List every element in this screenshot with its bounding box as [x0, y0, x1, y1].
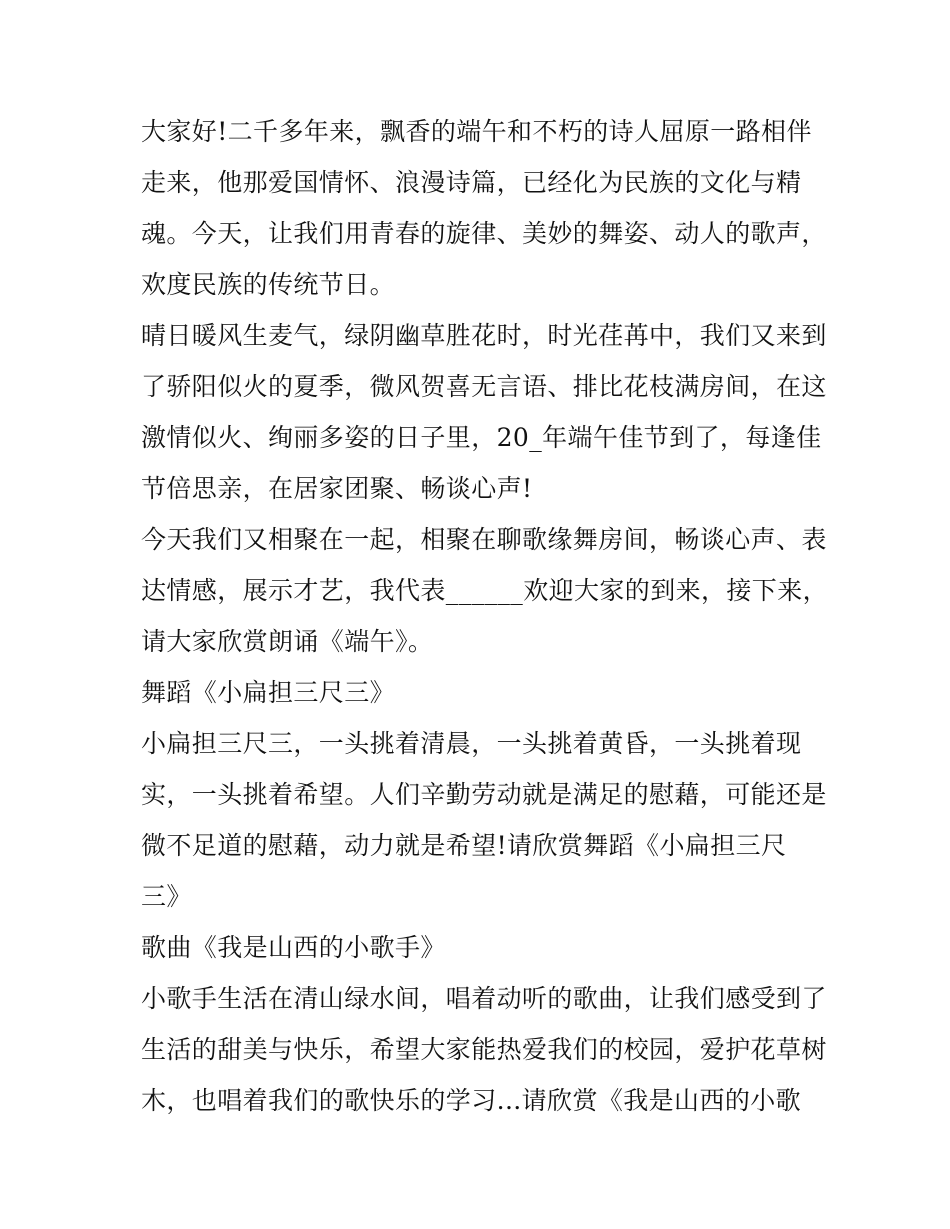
text-line: 魂。今天，让我们用青春的旋律、美妙的舞姿、动人的歌声，: [141, 219, 827, 248]
text-line: 请大家欣赏朗诵《端午》。: [141, 627, 434, 656]
text-line: 木，也唱着我们的歌快乐的学习...请欣赏《我是山西的小歌: [141, 1086, 802, 1115]
text-line: 小扁担三尺三，一头挑着清晨，一头挑着黄昏，一头挑着现: [141, 729, 802, 758]
text-line: 了骄阳似火的夏季，微风贺喜无言语、排比花枝满房间，在这: [141, 372, 827, 401]
text-line: 生活的甜美与快乐，希望大家能热爱我们的校园，爱护花草树: [141, 1035, 827, 1064]
text-line: 微不足道的慰藉，动力就是希望!请欣赏舞蹈《小扁担三尺: [141, 831, 787, 860]
text-line: 大家好!二千多年来，飘香的端午和不朽的诗人屈原一路相伴: [141, 117, 812, 146]
text-line: 节倍思亲，在居家团聚、畅谈心声!: [141, 474, 533, 503]
text-line: 达情感，展示才艺，我代表______欢迎大家的到来，接下来，: [141, 576, 829, 605]
section-heading-dance: 舞蹈《小扁担三尺三》: [141, 678, 396, 707]
document-body: [141, 106, 829, 1126]
section-heading-song: 歌曲《我是山西的小歌手》: [141, 933, 446, 962]
text-line: 今天我们又相聚在一起，相聚在聊歌缘舞房间，畅谈心声、表: [141, 525, 827, 554]
text-line: 走来，他那爱国情怀、浪漫诗篇，已经化为民族的文化与精: [141, 168, 802, 197]
text-line: 激情似火、绚丽多姿的日子里，20_年端午佳节到了，每逢佳: [141, 423, 822, 452]
text-line: 晴日暖风生麦气，绿阴幽草胜花时，时光荏苒中，我们又来到: [141, 321, 827, 350]
text-line: 欢度民族的传统节日。: [141, 270, 396, 299]
text-line: 实，一头挑着希望。人们辛勤劳动就是满足的慰藉，可能还是: [141, 780, 827, 809]
text-line: 小歌手生活在清山绿水间，唱着动听的歌曲，让我们感受到了: [141, 984, 827, 1013]
text-line: 三》: [141, 882, 192, 911]
